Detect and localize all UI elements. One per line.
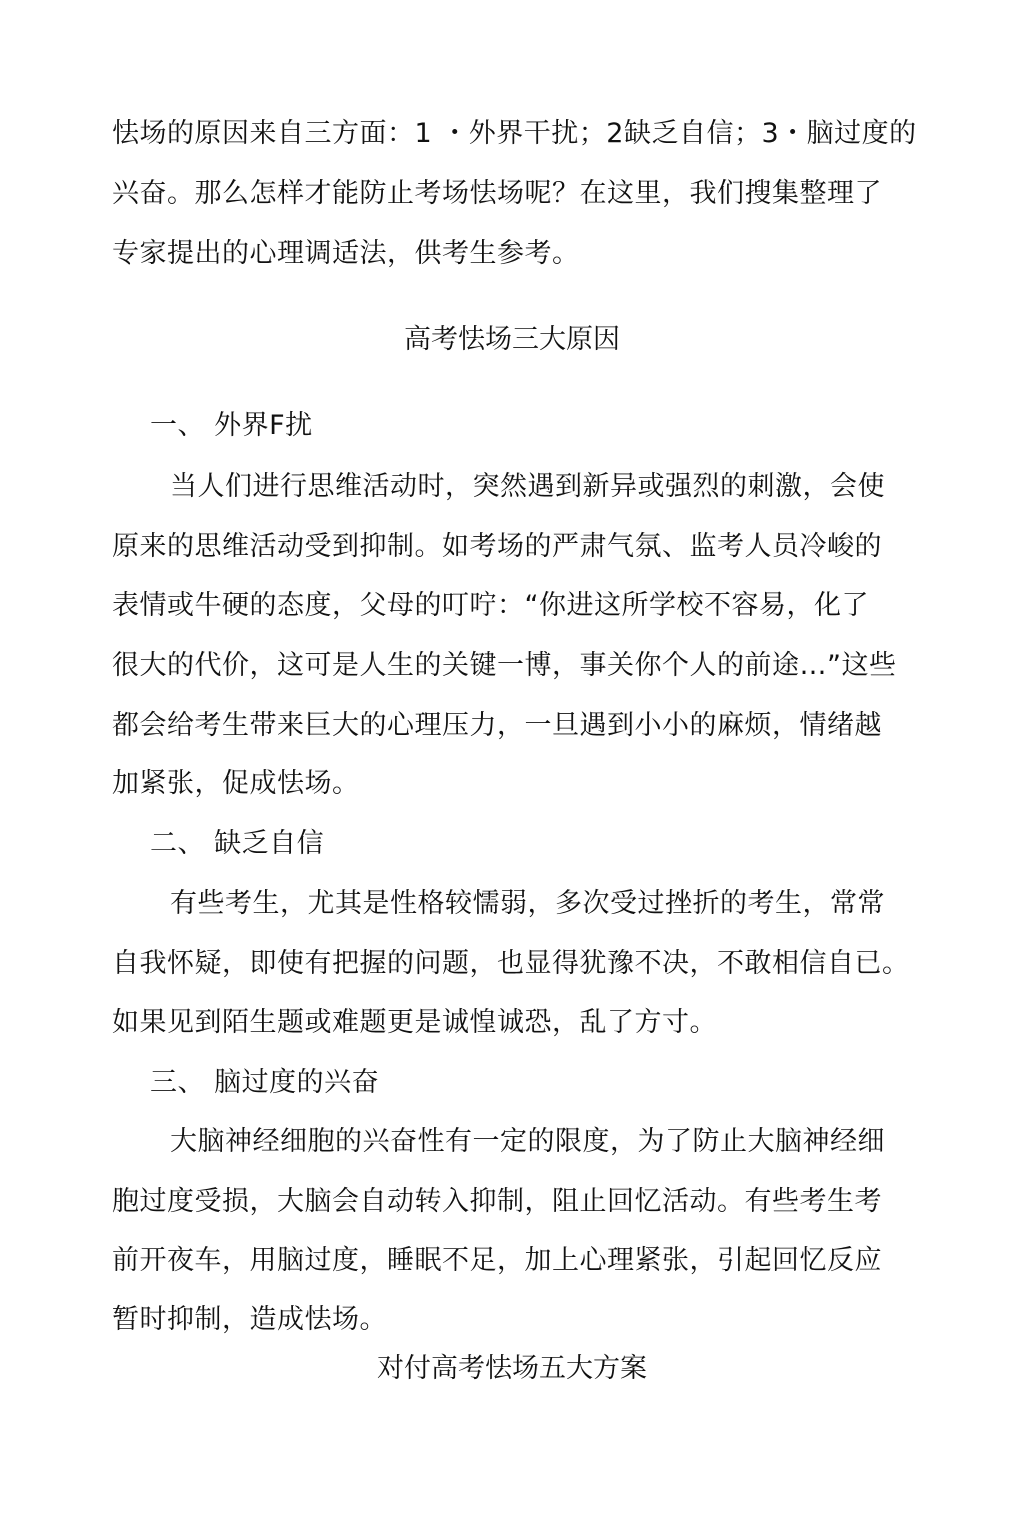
- reason-1-line-2: 原来的思维活动受到抑制。如考场的严肃气氛、监考人员冷峻的: [112, 531, 882, 562]
- reason-2-line-2: 自我怀疑，即使有把握的问题，也显得犹豫不决，不敢相信自已。: [112, 948, 910, 979]
- reason-3-heading: 三、 脑过度的兴奋: [150, 1067, 380, 1098]
- section-title: 高考怯场三大原因: [404, 324, 620, 355]
- reason-3-line-2: 胞过度受损，大脑会自动转入抑制，阻止回忆活动。有些考生考: [112, 1186, 882, 1217]
- reason-3-line-4: 暂时抑制，造成怯场。: [112, 1304, 387, 1335]
- reason-1-line-6: 加紧张，促成怯场。: [112, 768, 360, 799]
- footer-title: 对付高考怯场五大方案: [377, 1353, 647, 1384]
- reason-2-line-3: 如果见到陌生题或难题更是诚惶诚恐，乱了方寸。: [112, 1007, 717, 1038]
- reason-2-line-1: 有些考生，尤其是性格较懦弱，多次受过挫折的考生，常常: [170, 888, 885, 919]
- reason-2-heading: 二、 缺乏自信: [150, 828, 325, 859]
- reason-3-line-1: 大脑神经细胞的兴奋性有一定的限度，为了防止大脑神经细: [170, 1126, 885, 1157]
- reason-1-line-1: 当人们进行思维活动时，突然遇到新异或强烈的刺激，会使: [170, 471, 885, 502]
- reason-1-line-3: 表情或牛硬的态度，父母的叮咛：“你进这所学校不容易，化了: [112, 590, 869, 621]
- intro-line-1: 怯场的原因来自三方面：1 ・外界干扰；2缺乏自信；3・脑过度的: [112, 118, 917, 149]
- reason-3-line-3: 前开夜车，用脑过度，睡眠不足，加上心理紧张，引起回忆反应: [112, 1245, 882, 1276]
- intro-line-3: 专家提出的心理调适法，供考生参考。: [112, 238, 580, 269]
- intro-line-2: 兴奋。那么怎样才能防止考场怯场呢？在这里，我们搜集整理了: [112, 178, 882, 209]
- reason-1-heading: 一、 外界F扰: [150, 410, 313, 441]
- reason-1-line-4: 很大的代价，这可是人生的关键一博，事关你个人的前途…”这些: [112, 650, 897, 681]
- reason-1-line-5: 都会给考生带来巨大的心理压力，一旦遇到小小的麻烦，情绪越: [112, 710, 882, 741]
